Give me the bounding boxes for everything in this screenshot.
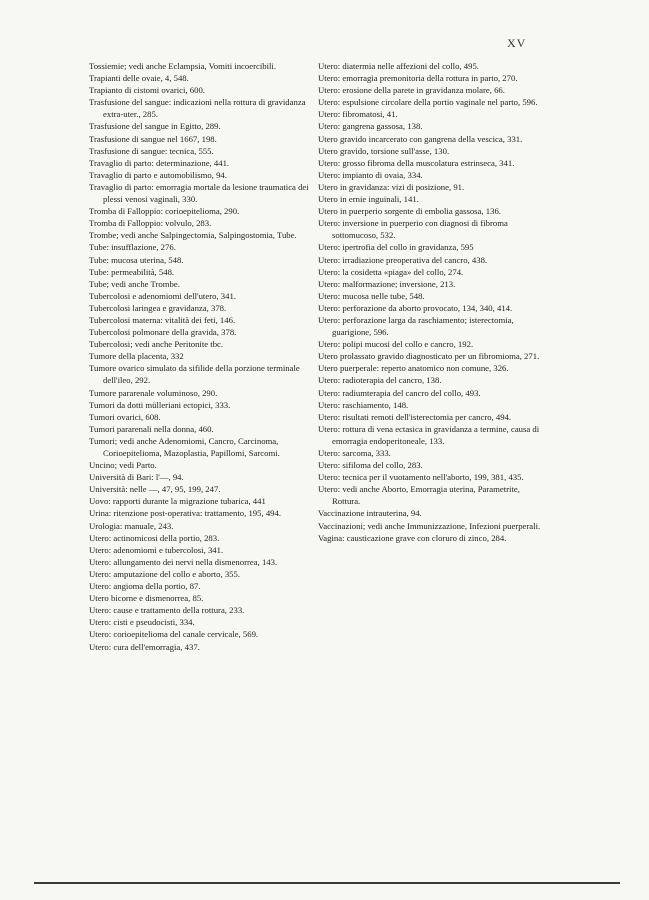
- index-entry: Utero in ernie inguinali, 141.: [318, 194, 419, 205]
- index-entry: Utero: impianto di ovaia, 334.: [318, 169, 423, 180]
- index-entry: Tube: mucosa uterina, 548.: [89, 254, 184, 265]
- index-entry: Tumori pararenali nella donna, 460.: [89, 423, 214, 434]
- index-entry: Trapianti delle ovaie, 4, 548.: [89, 73, 189, 84]
- index-entry: Travaglio di parto: emorragia mortale da lesione traumatica dei plessi venosi vaginali, 330.: [89, 181, 309, 205]
- index-entry: Urina: ritenzione post-operativa: trattamento, 195, 494.: [89, 508, 282, 519]
- index-entry: Trasfusione del sangue in Egitto, 289.: [89, 121, 221, 132]
- index-entry: Trasfusione di sangue: tecnica, 555.: [89, 145, 214, 156]
- index-entry: Trapianto di cistomi ovarici, 600.: [89, 85, 205, 96]
- index-entry: Utero: espulsione circolare della portio vaginale nel parto, 596.: [318, 97, 538, 108]
- index-entry: Utero: adenomiomi e tubercolosi, 341.: [89, 544, 224, 555]
- index-entry: Utero: corioepitelioma del canale cervicale, 569.: [89, 629, 259, 640]
- index-entry: Tumore pararenale voluminoso, 290.: [89, 387, 218, 398]
- index-entry: Utero prolassato gravido diagnosticato per un fibromioma, 271.: [318, 351, 540, 362]
- index-entry: Tube; vedi anche Trombe.: [89, 278, 180, 289]
- index-entry: Uncino; vedi Parto.: [89, 460, 157, 471]
- index-entry: Utero: inversione in puerperio con diagnosi di fibroma sottomucoso, 532.: [318, 218, 508, 241]
- page-number: XV: [507, 36, 527, 50]
- index-entry: Utero: erosione della parete in gravidanza molare, 66.: [318, 85, 505, 96]
- index-entry: Tubercolosi e adenomiomi dell'utero, 341.: [89, 290, 236, 301]
- index-entry: Tumore della placenta, 332: [89, 351, 184, 362]
- bottom-rule: [34, 882, 620, 884]
- index-entry: Tromba di Falloppio: corioepitelioma, 290.: [89, 206, 240, 217]
- index-entry: Tumori; vedi anche Adenomiomi, Cancro, Carcinoma, Corioepitelioma, Mazoplastia, Papillomi, Sarcomi.: [89, 435, 280, 458]
- index-entry: Utero: perforazione larga da raschiamento; isterectomia, guarigione, 596.: [318, 314, 514, 338]
- index-entry: Vaccinazione intrauterina, 94.: [318, 508, 422, 519]
- index-entry: Tubercolosi materna: vitalità dei feti, 146.: [89, 314, 236, 325]
- index-entry: Utero: raschiamento, 148.: [318, 399, 409, 410]
- index-entry: Tube: permeabilità, 548.: [89, 266, 175, 277]
- index-entry: Utero: allungamento dei nervi nella dismenorrea, 143.: [89, 556, 278, 567]
- index-entry: Tumore ovarico simulato da sifilide della porzione terminale dell'ileo, 292.: [89, 363, 300, 386]
- index-entry: Tossiemie; vedi anche Eclampsia, Vomiti incoercibili.: [89, 61, 277, 71]
- index-entry: Travaglio di parto: determinazione, 441.: [89, 157, 230, 168]
- index-entry: Utero: malformazione; inversione, 213.: [318, 278, 456, 289]
- index-entry: Utero: la cosidetta «piaga» del collo, 274.: [318, 266, 464, 277]
- index-entry: Utero: ipertrofia del collo in gravidanza, 595: [318, 242, 474, 253]
- index-entry: Utero gravido incarcerato con gangrena della vescica, 331.: [318, 133, 523, 144]
- index-entry: Tromba di Falloppio: volvulo, 283.: [89, 218, 212, 229]
- index-column-right: [318, 60, 543, 544]
- index-entry: Utero: emorragia premonitoria della rottura in parto, 270.: [318, 73, 518, 84]
- index-entry: Utero: risultati remoti dell'isterectomia per cancro, 494.: [318, 411, 512, 422]
- index-entry: Trombe; vedi anche Salpingectomia, Salpingostomia, Tube.: [89, 230, 297, 241]
- index-entry: Utero: mucosa nelle tube, 548.: [318, 290, 425, 301]
- index-column-left: [89, 60, 311, 653]
- index-entry: Tube: insufflazione, 276.: [89, 242, 176, 253]
- index-entry: Tubercolosi laringea e gravidanza, 378.: [89, 302, 227, 313]
- index-entry: Trasfusione di sangue nel 1667, 198.: [89, 133, 217, 144]
- index-entry: Utero in puerperio sorgente di embolia gassosa, 136.: [318, 206, 501, 217]
- index-entry: Utero: cisti e pseudocisti, 334.: [89, 617, 195, 628]
- index-entry: Vaccinazioni; vedi anche Immunizzazione, Infezioni puerperali.: [318, 520, 541, 531]
- index-entry: Utero: amputazione del collo e aborto, 355.: [89, 568, 241, 579]
- index-entry: Utero: tecnica per il vuotamento nell'aborto, 199, 381, 435.: [318, 472, 524, 483]
- index-entry: Utero: sarcoma, 333.: [318, 448, 391, 458]
- index-entry: Tumori da dotti mülleriani ectopici, 333.: [89, 399, 231, 410]
- index-entry: Utero: polipi mucosi del collo e cancro, 192.: [318, 339, 474, 350]
- index-entry: Utero: cura dell'emorragia, 437.: [89, 641, 200, 652]
- index-entry: Università di Bari: l'—, 94.: [89, 472, 184, 483]
- index-entry: Utero: perforazione da aborto provocato, 134, 340, 414.: [318, 302, 513, 313]
- index-entry: Travaglio di parto e automobilismo, 94.: [89, 169, 227, 180]
- index-entry: Tubercolosi; vedi anche Peritonite tbc.: [89, 339, 224, 350]
- index-entry: Uovo: rapporti durante la migrazione tubarica, 441: [89, 496, 266, 507]
- index-entry: Utero: rottura di vena ectasica in gravidanza a termine, causa di emorragia endoperitoneale, 133.: [318, 423, 540, 446]
- index-entry: Trasfusione del sangue: indicazioni nella rottura di gravidanza extra-uter., 285.: [89, 97, 306, 120]
- index-entry: Utero: vedi anche Aborto, Emorragia uterina, Parametrite, Rottura.: [318, 484, 520, 507]
- index-entry: Utero: fibromatosi, 41.: [318, 109, 398, 120]
- index-entry: Università: nelle —, 47, 95, 199, 247.: [89, 484, 221, 495]
- index-entry: Utero: diatermia nelle affezioni del collo, 495.: [318, 61, 479, 71]
- index-entry: Utero: irradiazione preoperativa del cancro, 438.: [318, 254, 488, 265]
- index-entry: Utero: radioterapia del cancro, 138.: [318, 375, 442, 386]
- index-entry: Utero: gangrena gassosa, 138.: [318, 121, 423, 132]
- index-entry: Utero bicorne e dismenorrea, 85.: [89, 593, 204, 604]
- index-entry: Urologia: manuale, 243.: [89, 520, 174, 531]
- index-entry: Utero: cause e trattamento della rottura, 233.: [89, 605, 245, 616]
- index-entry: Utero gravido, torsione sull'asse, 130.: [318, 145, 450, 156]
- index-entry: Tumori ovarici, 608.: [89, 411, 161, 422]
- index-entry: Utero puerperale: reperto anatomico non comune, 326.: [318, 363, 509, 374]
- index-entry: Vagina: causticazione grave con cloruro di zinco, 284.: [318, 532, 507, 543]
- index-entry: Tubercolosi polmonare della gravida, 378.: [89, 327, 237, 338]
- index-entry: Utero: sifiloma del collo, 283.: [318, 460, 423, 471]
- index-entry: Utero: actinomicosi della portio, 283.: [89, 532, 220, 543]
- index-entry: Utero: grosso fibroma della muscolatura estrinseca, 341.: [318, 157, 515, 168]
- index-entry: Utero: angioma della portio, 87.: [89, 581, 201, 592]
- index-entry: Utero in gravidanza: vizi di posizione, 91.: [318, 181, 465, 192]
- index-entry: Utero: radiumterapia del cancro del collo, 493.: [318, 387, 481, 398]
